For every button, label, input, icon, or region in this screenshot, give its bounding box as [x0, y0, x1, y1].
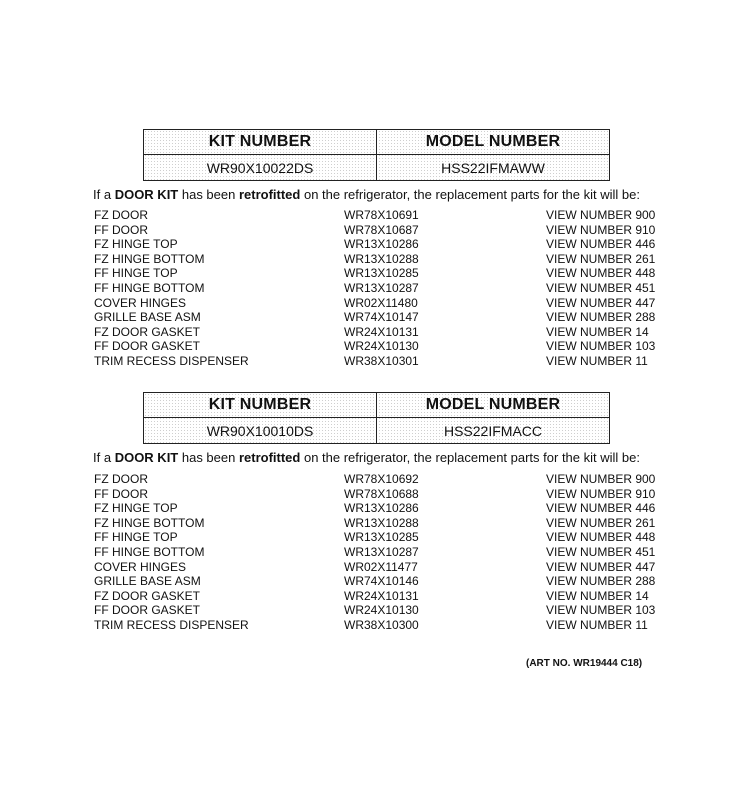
kit-model-table — [143, 392, 610, 444]
view-number: VIEW NUMBER 288 — [546, 574, 656, 589]
part-row — [94, 574, 674, 589]
part-name: GRILLE BASE ASM — [94, 574, 201, 589]
view-number: VIEW NUMBER 446 — [546, 237, 656, 252]
part-name: FZ DOOR — [94, 472, 148, 486]
kit-number-value: WR90X10010DS — [206, 422, 314, 439]
part-number: WR38X10301 — [344, 353, 419, 368]
part-name: FF DOOR GASKET — [94, 603, 201, 618]
view-number: VIEW NUMBER 447 — [546, 295, 656, 310]
part-row — [94, 501, 674, 516]
view-number: VIEW NUMBER 900 — [546, 472, 656, 486]
part-row — [94, 252, 674, 267]
intro-text-mid: has been — [178, 450, 239, 465]
part-name: FZ HINGE TOP — [94, 501, 178, 516]
view-number: VIEW NUMBER 11 — [546, 353, 648, 368]
part-row — [94, 618, 674, 633]
part-number: WR13X10286 — [344, 501, 419, 516]
part-number: WR13X10287 — [344, 280, 419, 295]
view-number: VIEW NUMBER 910 — [546, 486, 656, 501]
part-row — [94, 354, 674, 369]
part-row — [94, 325, 674, 340]
part-row — [94, 281, 674, 296]
view-number: VIEW NUMBER 451 — [546, 544, 656, 559]
intro-text-post: on the refrigerator, the replacement parts for the kit will be: — [300, 450, 640, 465]
model-number-header: MODEL NUMBER — [376, 130, 609, 154]
part-row — [94, 237, 674, 252]
view-number: VIEW NUMBER 447 — [546, 559, 656, 574]
part-name: FF HINGE BOTTOM — [94, 544, 205, 559]
part-number: WR78X10687 — [344, 222, 419, 237]
part-number: WR78X10691 — [344, 208, 419, 222]
part-row — [94, 487, 674, 502]
part-name: FF HINGE TOP — [94, 530, 178, 545]
part-number: WR24X10131 — [344, 324, 419, 339]
part-number: WR13X10286 — [344, 237, 419, 252]
part-number: WR13X10288 — [344, 515, 419, 530]
kit-number-header: KIT NUMBER — [208, 396, 312, 413]
model-number-value: HSS22IFMACC — [376, 418, 609, 443]
part-name: FF DOOR GASKET — [94, 339, 201, 354]
view-number: VIEW NUMBER 900 — [546, 208, 656, 222]
parts-list — [94, 208, 674, 369]
part-name: COVER HINGES — [94, 295, 187, 310]
part-row — [94, 472, 674, 487]
part-name: FF DOOR — [94, 222, 148, 237]
part-number: WR13X10288 — [344, 251, 419, 266]
part-number: WR13X10285 — [344, 530, 419, 545]
kit-number-header: KIT NUMBER — [208, 133, 312, 150]
view-number: VIEW NUMBER 103 — [546, 603, 656, 618]
part-row — [94, 589, 674, 604]
retrofit-intro-text — [93, 187, 673, 202]
kit-table-header-row — [144, 130, 609, 155]
part-number: WR78X10692 — [344, 472, 419, 486]
part-number: WR24X10130 — [344, 339, 419, 354]
part-name: GRILLE BASE ASM — [94, 310, 201, 325]
part-number: WR02X11477 — [344, 559, 418, 574]
part-row — [94, 516, 674, 531]
part-number: WR74X10147 — [344, 310, 419, 325]
part-number: WR24X10131 — [344, 588, 419, 603]
part-row — [94, 530, 674, 545]
part-name: FZ DOOR GASKET — [94, 588, 201, 603]
view-number: VIEW NUMBER 261 — [546, 251, 656, 266]
intro-text-post: on the refrigerator, the replacement parts for the kit will be: — [300, 187, 640, 202]
view-number: VIEW NUMBER 451 — [546, 280, 656, 295]
part-name: FZ HINGE BOTTOM — [94, 251, 205, 266]
part-name: COVER HINGES — [94, 559, 187, 574]
kit-number-value: WR90X10022DS — [206, 159, 314, 176]
kit-table-header-row — [144, 393, 609, 418]
part-name: FF DOOR — [94, 486, 148, 501]
retrofit-intro-text — [93, 450, 673, 465]
view-number: VIEW NUMBER 14 — [546, 588, 649, 603]
part-name: FZ DOOR — [94, 208, 148, 222]
view-number: VIEW NUMBER 288 — [546, 310, 656, 325]
part-row — [94, 223, 674, 238]
intro-text-pre: If a — [93, 187, 115, 202]
part-name: TRIM RECESS DISPENSER — [94, 617, 249, 632]
part-row — [94, 603, 674, 618]
view-number: VIEW NUMBER 11 — [546, 617, 648, 632]
view-number: VIEW NUMBER 103 — [546, 339, 656, 354]
kit-model-table — [143, 129, 610, 181]
model-number-value: HSS22IFMAWW — [376, 155, 609, 180]
part-name: TRIM RECESS DISPENSER — [94, 353, 249, 368]
view-number: VIEW NUMBER 14 — [546, 324, 649, 339]
view-number: VIEW NUMBER 261 — [546, 515, 656, 530]
view-number: VIEW NUMBER 910 — [546, 222, 656, 237]
view-number: VIEW NUMBER 446 — [546, 501, 656, 516]
kit-table-value-row — [144, 155, 609, 180]
part-row — [94, 208, 674, 223]
part-name: FF HINGE TOP — [94, 266, 178, 281]
kit-table-value-row — [144, 418, 609, 443]
part-number: WR74X10146 — [344, 574, 419, 589]
intro-text-door-kit: DOOR KIT — [114, 187, 179, 202]
art-number-note: (ART NO. WR19444 C18) — [526, 658, 643, 669]
part-row — [94, 339, 674, 354]
part-number: WR13X10287 — [344, 544, 419, 559]
view-number: VIEW NUMBER 448 — [546, 530, 656, 545]
part-row — [94, 266, 674, 281]
part-name: FZ HINGE BOTTOM — [94, 515, 205, 530]
intro-text-mid: has been — [178, 187, 239, 202]
parts-list — [94, 472, 674, 633]
part-row — [94, 310, 674, 325]
part-number: WR38X10300 — [344, 617, 419, 632]
part-name: FZ DOOR GASKET — [94, 324, 201, 339]
intro-text-pre: If a — [93, 450, 115, 465]
part-row — [94, 296, 674, 311]
model-number-header: MODEL NUMBER — [376, 393, 609, 417]
intro-text-retrofitted: retrofitted — [238, 187, 301, 202]
part-row — [94, 560, 674, 575]
part-row — [94, 545, 674, 560]
part-name: FF HINGE BOTTOM — [94, 280, 205, 295]
part-name: FZ HINGE TOP — [94, 237, 178, 252]
part-number: WR78X10688 — [344, 486, 419, 501]
intro-text-door-kit: DOOR KIT — [114, 450, 179, 465]
part-number: WR02X11480 — [344, 295, 418, 310]
view-number: VIEW NUMBER 448 — [546, 266, 656, 281]
intro-text-retrofitted: retrofitted — [238, 450, 301, 465]
part-number: WR24X10130 — [344, 603, 419, 618]
part-number: WR13X10285 — [344, 266, 419, 281]
